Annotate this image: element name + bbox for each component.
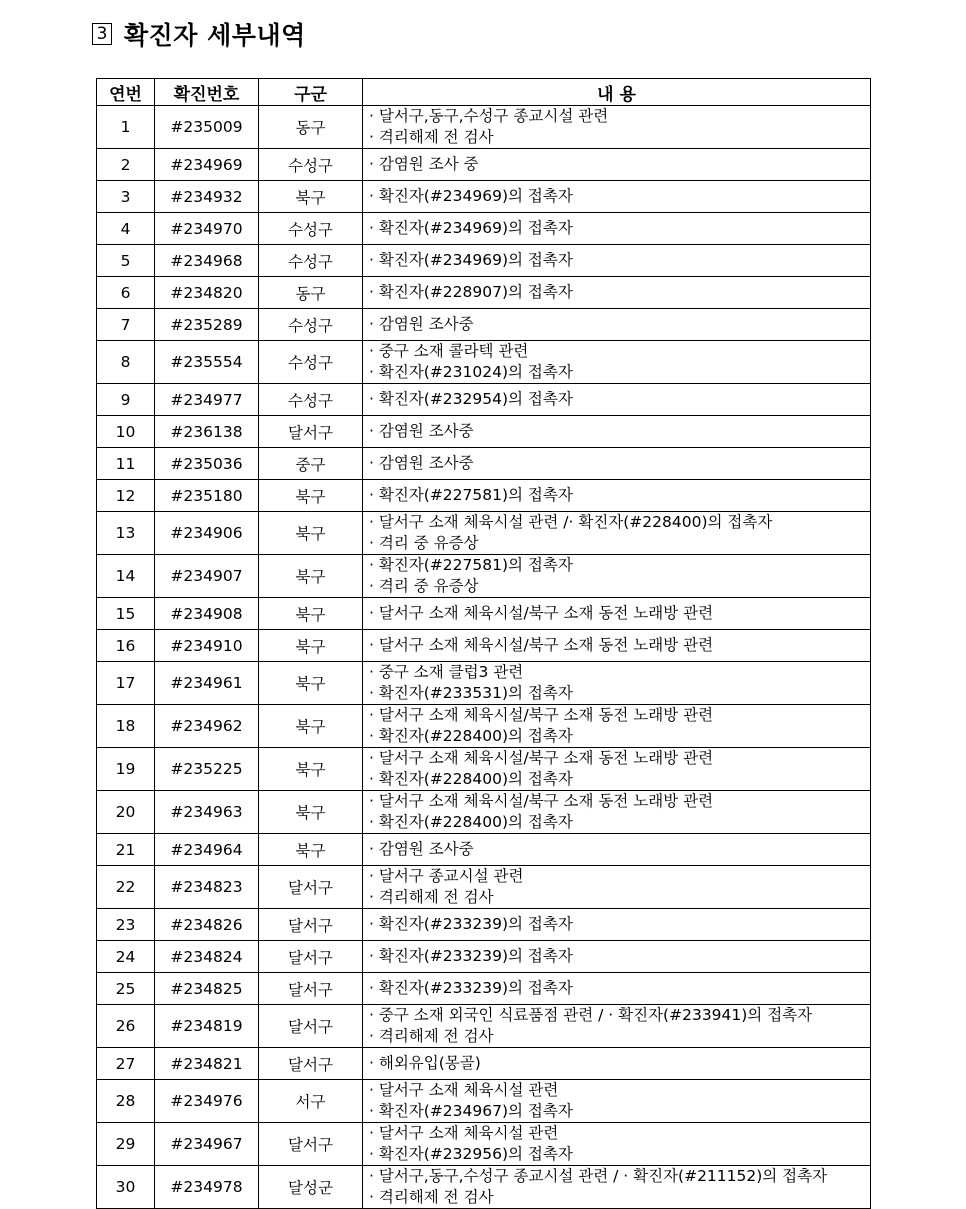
content-line: · 확진자(#231024)의 접촉자 (369, 363, 573, 381)
row-district: 달서구 (259, 866, 363, 909)
row-no: 18 (97, 705, 155, 748)
row-no: 28 (97, 1080, 155, 1123)
row-no: 24 (97, 941, 155, 973)
table-row (97, 416, 871, 448)
row-content (363, 1166, 871, 1209)
row-content (363, 448, 871, 480)
row-district: 북구 (259, 662, 363, 705)
row-case-id: #235289 (155, 309, 259, 341)
header-case-id: 확진번호 (155, 79, 259, 106)
row-district: 달서구 (259, 1123, 363, 1166)
row-case-id: #234819 (155, 1005, 259, 1048)
content-line: · 확진자(#227581)의 접촉자 (369, 556, 573, 574)
row-district: 북구 (259, 512, 363, 555)
row-case-id: #234963 (155, 791, 259, 834)
content-line: · 감염원 조사중 (369, 315, 474, 333)
content-line: · 격리 중 유증상 (369, 534, 479, 552)
row-no: 2 (97, 149, 155, 181)
row-content (363, 1123, 871, 1166)
content-line: · 격리해제 전 검사 (369, 1188, 494, 1206)
row-no: 4 (97, 213, 155, 245)
row-content (363, 512, 871, 555)
content-line: · 확진자(#233531)의 접촉자 (369, 684, 573, 702)
row-district: 달서구 (259, 1048, 363, 1080)
content-line: · 확진자(#234969)의 접촉자 (369, 251, 573, 269)
row-content (363, 598, 871, 630)
table-row (97, 866, 871, 909)
row-district: 달서구 (259, 973, 363, 1005)
content-line: · 달서구 소재 체육시설 관련 (369, 1124, 559, 1142)
row-case-id: #234820 (155, 277, 259, 309)
row-no: 17 (97, 662, 155, 705)
content-line: · 달서구 소재 체육시설/북구 소재 동전 노래방 관련 (369, 749, 714, 767)
row-case-id: #234964 (155, 834, 259, 866)
table-row (97, 834, 871, 866)
row-case-id: #234932 (155, 181, 259, 213)
content-line: · 확진자(#228400)의 접촉자 (369, 813, 573, 831)
table-row (97, 277, 871, 309)
table-row (97, 705, 871, 748)
row-content (363, 149, 871, 181)
row-no: 29 (97, 1123, 155, 1166)
row-no: 15 (97, 598, 155, 630)
table-row (97, 213, 871, 245)
row-district: 달서구 (259, 909, 363, 941)
row-case-id: #234961 (155, 662, 259, 705)
content-line: · 달서구 소재 체육시설 관련 (369, 1081, 559, 1099)
row-district: 수성구 (259, 149, 363, 181)
table-row (97, 941, 871, 973)
row-case-id: #234821 (155, 1048, 259, 1080)
row-content (363, 909, 871, 941)
row-case-id: #234823 (155, 866, 259, 909)
content-line: · 격리해제 전 검사 (369, 888, 494, 906)
row-content (363, 213, 871, 245)
content-line: · 확진자(#234967)의 접촉자 (369, 1102, 573, 1120)
row-case-id: #235180 (155, 480, 259, 512)
row-content (363, 309, 871, 341)
row-district: 북구 (259, 791, 363, 834)
row-no: 1 (97, 106, 155, 149)
row-content (363, 341, 871, 384)
table-row (97, 662, 871, 705)
content-line: · 확진자(#232954)의 접촉자 (369, 390, 573, 408)
row-case-id: #234906 (155, 512, 259, 555)
row-no: 7 (97, 309, 155, 341)
content-line: · 달서구 종교시설 관련 (369, 867, 524, 885)
row-content (363, 416, 871, 448)
row-district: 동구 (259, 106, 363, 149)
row-case-id: #235554 (155, 341, 259, 384)
row-content (363, 106, 871, 149)
table-body (97, 106, 871, 1209)
row-no: 6 (97, 277, 155, 309)
section-title (92, 14, 306, 54)
row-content (363, 555, 871, 598)
table-row (97, 1123, 871, 1166)
row-case-id: #235225 (155, 748, 259, 791)
row-case-id: #234967 (155, 1123, 259, 1166)
row-content (363, 1005, 871, 1048)
row-district: 수성구 (259, 245, 363, 277)
row-case-id: #234825 (155, 973, 259, 1005)
row-case-id: #236138 (155, 416, 259, 448)
content-line: · 확진자(#228400)의 접촉자 (369, 770, 573, 788)
row-no: 26 (97, 1005, 155, 1048)
content-line: · 격리해제 전 검사 (369, 1027, 494, 1045)
row-content (363, 1048, 871, 1080)
table-row (97, 598, 871, 630)
content-line: · 확진자(#228400)의 접촉자 (369, 727, 573, 745)
row-district: 달서구 (259, 941, 363, 973)
row-no: 8 (97, 341, 155, 384)
row-no: 3 (97, 181, 155, 213)
row-case-id: #234910 (155, 630, 259, 662)
content-line: · 달서구 소재 체육시설/북구 소재 동전 노래방 관련 (369, 792, 714, 810)
row-district: 중구 (259, 448, 363, 480)
content-line: · 확진자(#232956)의 접촉자 (369, 1145, 573, 1163)
row-no: 14 (97, 555, 155, 598)
content-line: · 중구 소재 콜라텍 관련 (369, 342, 529, 360)
row-case-id: #234907 (155, 555, 259, 598)
content-line: · 달서구,동구,수성구 종교시설 관련 (369, 107, 609, 125)
row-district: 북구 (259, 834, 363, 866)
content-line: · 감염원 조사 중 (369, 155, 479, 173)
row-content (363, 181, 871, 213)
row-content (363, 791, 871, 834)
row-case-id: #234969 (155, 149, 259, 181)
row-no: 11 (97, 448, 155, 480)
content-line: · 확진자(#227581)의 접촉자 (369, 486, 573, 504)
section-number: 3 (92, 23, 112, 45)
header-district: 구군 (259, 79, 363, 106)
table-row (97, 909, 871, 941)
row-content (363, 630, 871, 662)
table-row (97, 1080, 871, 1123)
row-no: 30 (97, 1166, 155, 1209)
row-no: 5 (97, 245, 155, 277)
case-table (96, 78, 871, 1209)
row-case-id: #234976 (155, 1080, 259, 1123)
row-no: 16 (97, 630, 155, 662)
row-district: 수성구 (259, 309, 363, 341)
table-row (97, 309, 871, 341)
content-line: · 해외유입(몽골) (369, 1054, 481, 1072)
table-row (97, 630, 871, 662)
row-content (363, 245, 871, 277)
row-no: 20 (97, 791, 155, 834)
content-line: · 달서구 소재 체육시설/북구 소재 동전 노래방 관련 (369, 706, 714, 724)
content-line: · 확진자(#234969)의 접촉자 (369, 219, 573, 237)
table-row (97, 384, 871, 416)
content-line: · 격리해제 전 검사 (369, 128, 494, 146)
table-row (97, 245, 871, 277)
table-row (97, 791, 871, 834)
row-content (363, 480, 871, 512)
row-district: 북구 (259, 748, 363, 791)
row-case-id: #234824 (155, 941, 259, 973)
content-line: · 중구 소재 클럽3 관련 (369, 663, 524, 681)
row-district: 동구 (259, 277, 363, 309)
row-case-id: #234970 (155, 213, 259, 245)
table-row (97, 748, 871, 791)
content-line: · 달서구 소재 체육시설 관련 /· 확진자(#228400)의 접촉자 (369, 513, 773, 531)
row-district: 수성구 (259, 384, 363, 416)
content-line: · 확진자(#233239)의 접촉자 (369, 915, 573, 933)
row-district: 북구 (259, 630, 363, 662)
row-no: 23 (97, 909, 155, 941)
table-row (97, 448, 871, 480)
row-district: 북구 (259, 555, 363, 598)
content-line: · 확진자(#233239)의 접촉자 (369, 979, 573, 997)
row-no: 21 (97, 834, 155, 866)
row-content (363, 662, 871, 705)
row-district: 수성구 (259, 341, 363, 384)
row-content (363, 973, 871, 1005)
row-content (363, 866, 871, 909)
table-row (97, 973, 871, 1005)
table-row (97, 480, 871, 512)
row-content (363, 384, 871, 416)
row-content (363, 834, 871, 866)
row-district: 수성구 (259, 213, 363, 245)
content-line: · 격리 중 유증상 (369, 577, 479, 595)
table-row (97, 341, 871, 384)
row-content (363, 277, 871, 309)
table-row (97, 1166, 871, 1209)
row-case-id: #234908 (155, 598, 259, 630)
row-case-id: #234968 (155, 245, 259, 277)
row-no: 13 (97, 512, 155, 555)
table-row (97, 555, 871, 598)
content-line: · 감염원 조사중 (369, 454, 474, 472)
table-row (97, 181, 871, 213)
table-row (97, 106, 871, 149)
row-no: 27 (97, 1048, 155, 1080)
table-row (97, 149, 871, 181)
content-line: · 중구 소재 외국인 식료품점 관련 / · 확진자(#233941)의 접촉자 (369, 1006, 813, 1024)
table-header-row (97, 79, 871, 106)
row-content (363, 941, 871, 973)
row-content (363, 1080, 871, 1123)
section-title-text: 확진자 세부내역 (124, 21, 306, 50)
row-case-id: #234962 (155, 705, 259, 748)
row-district: 달서구 (259, 1005, 363, 1048)
row-district: 달서구 (259, 416, 363, 448)
row-no: 9 (97, 384, 155, 416)
header-content: 내 용 (363, 79, 871, 106)
content-line: · 확진자(#228907)의 접촉자 (369, 283, 573, 301)
content-line: · 달서구 소재 체육시설/북구 소재 동전 노래방 관련 (369, 604, 714, 622)
content-line: · 확진자(#234969)의 접촉자 (369, 187, 573, 205)
row-no: 25 (97, 973, 155, 1005)
table-row (97, 1005, 871, 1048)
row-content (363, 705, 871, 748)
content-line: · 확진자(#233239)의 접촉자 (369, 947, 573, 965)
row-no: 22 (97, 866, 155, 909)
row-district: 북구 (259, 181, 363, 213)
table-row (97, 512, 871, 555)
row-no: 10 (97, 416, 155, 448)
row-content (363, 748, 871, 791)
row-no: 19 (97, 748, 155, 791)
row-case-id: #234977 (155, 384, 259, 416)
row-case-id: #234826 (155, 909, 259, 941)
row-case-id: #235036 (155, 448, 259, 480)
row-case-id: #235009 (155, 106, 259, 149)
row-district: 북구 (259, 598, 363, 630)
content-line: · 달서구 소재 체육시설/북구 소재 동전 노래방 관련 (369, 636, 714, 654)
row-district: 달성군 (259, 1166, 363, 1209)
row-district: 서구 (259, 1080, 363, 1123)
row-no: 12 (97, 480, 155, 512)
row-case-id: #234978 (155, 1166, 259, 1209)
content-line: · 감염원 조사중 (369, 422, 474, 440)
table-row (97, 1048, 871, 1080)
row-district: 북구 (259, 705, 363, 748)
row-district: 북구 (259, 480, 363, 512)
content-line: · 달서구,동구,수성구 종교시설 관련 / · 확진자(#211152)의 접촉자 (369, 1167, 828, 1185)
content-line: · 감염원 조사중 (369, 840, 474, 858)
header-no: 연번 (97, 79, 155, 106)
